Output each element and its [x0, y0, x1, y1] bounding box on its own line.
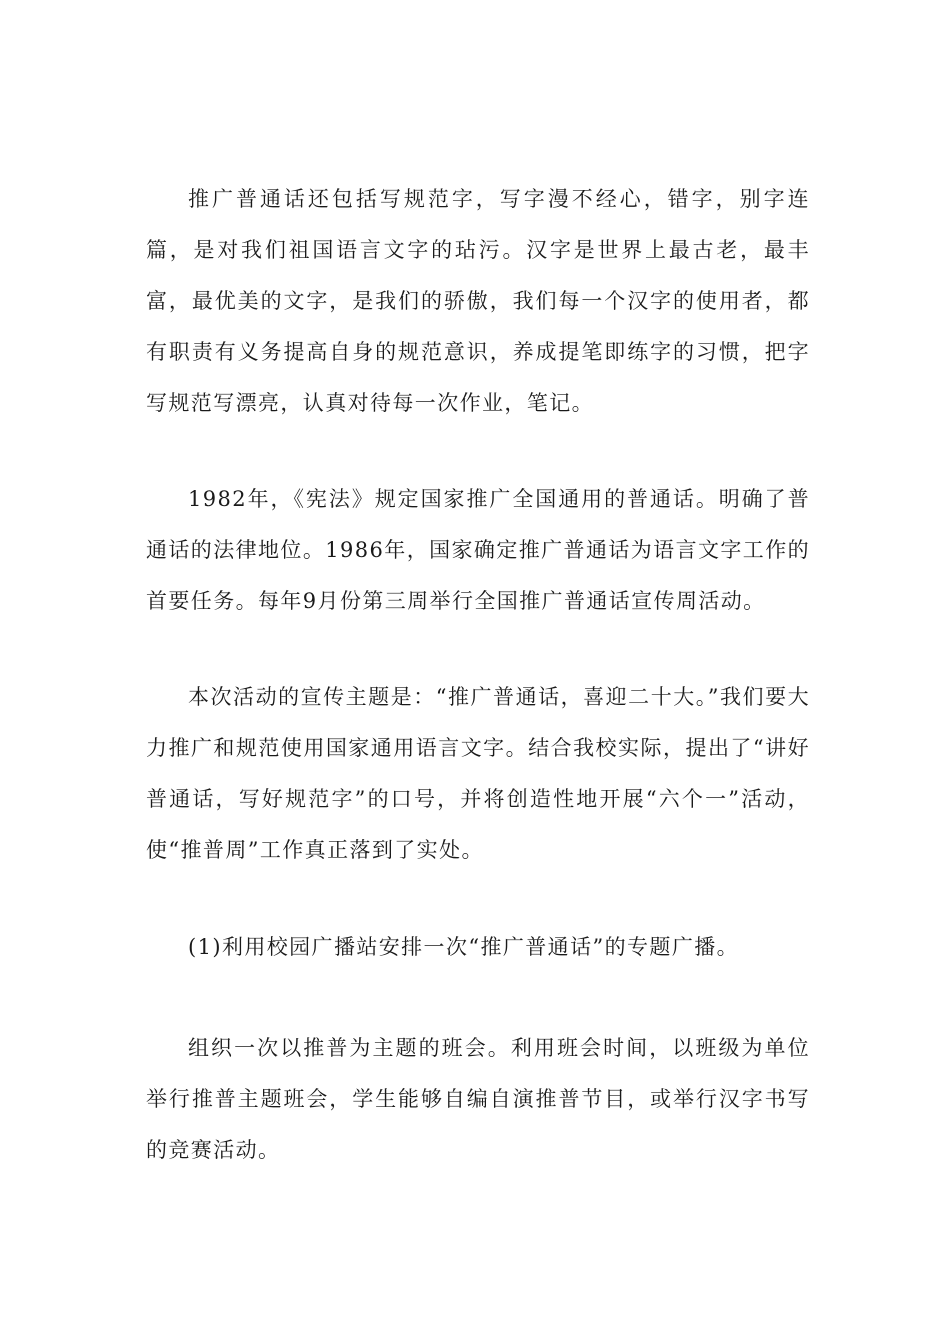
paragraph-constitution-history: 1982年，《宪法》规定国家推广全国通用的普通话。明确了普通话的法律地位。1986年，国家确定推广普通话为语言文字工作的首要任务。每年9月份第三周举行全国推广普通话宣传周活动。 — [146, 487, 810, 613]
paragraph-standard-characters: 推广普通话还包括写规范字，写字漫不经心，错字，别字连篇，是对我们祖国语言文字的玷污。汉字是世界上最古老，最丰富，最优美的文字，是我们的骄傲，我们每一个汉字的使用者，都有职责有义务提高自身的规范意识，养成提笔即练字的习惯，把字写规范写漂亮，认真对待每一次作业，笔记。 — [146, 187, 810, 415]
paragraph-campaign-theme: 本次活动的宣传主题是：“推广普通话，喜迎二十大。”我们要大力推广和规范使用国家通用语言文字。结合我校实际，提出了“讲好普通话，写好规范字”的口号，并将创造性地开展“六个一”活动，使“推普周”工作真正落到了实处。 — [146, 685, 810, 862]
paragraph-broadcast-item: (1)利用校园广播站安排一次“推广普通话”的专题广播。 — [188, 935, 740, 959]
paragraph-class-meeting: 组织一次以推普为主题的班会。利用班会时间，以班级为单位举行推普主题班会，学生能够自编自演推普节目，或举行汉字书写的竞赛活动。 — [146, 1036, 810, 1162]
